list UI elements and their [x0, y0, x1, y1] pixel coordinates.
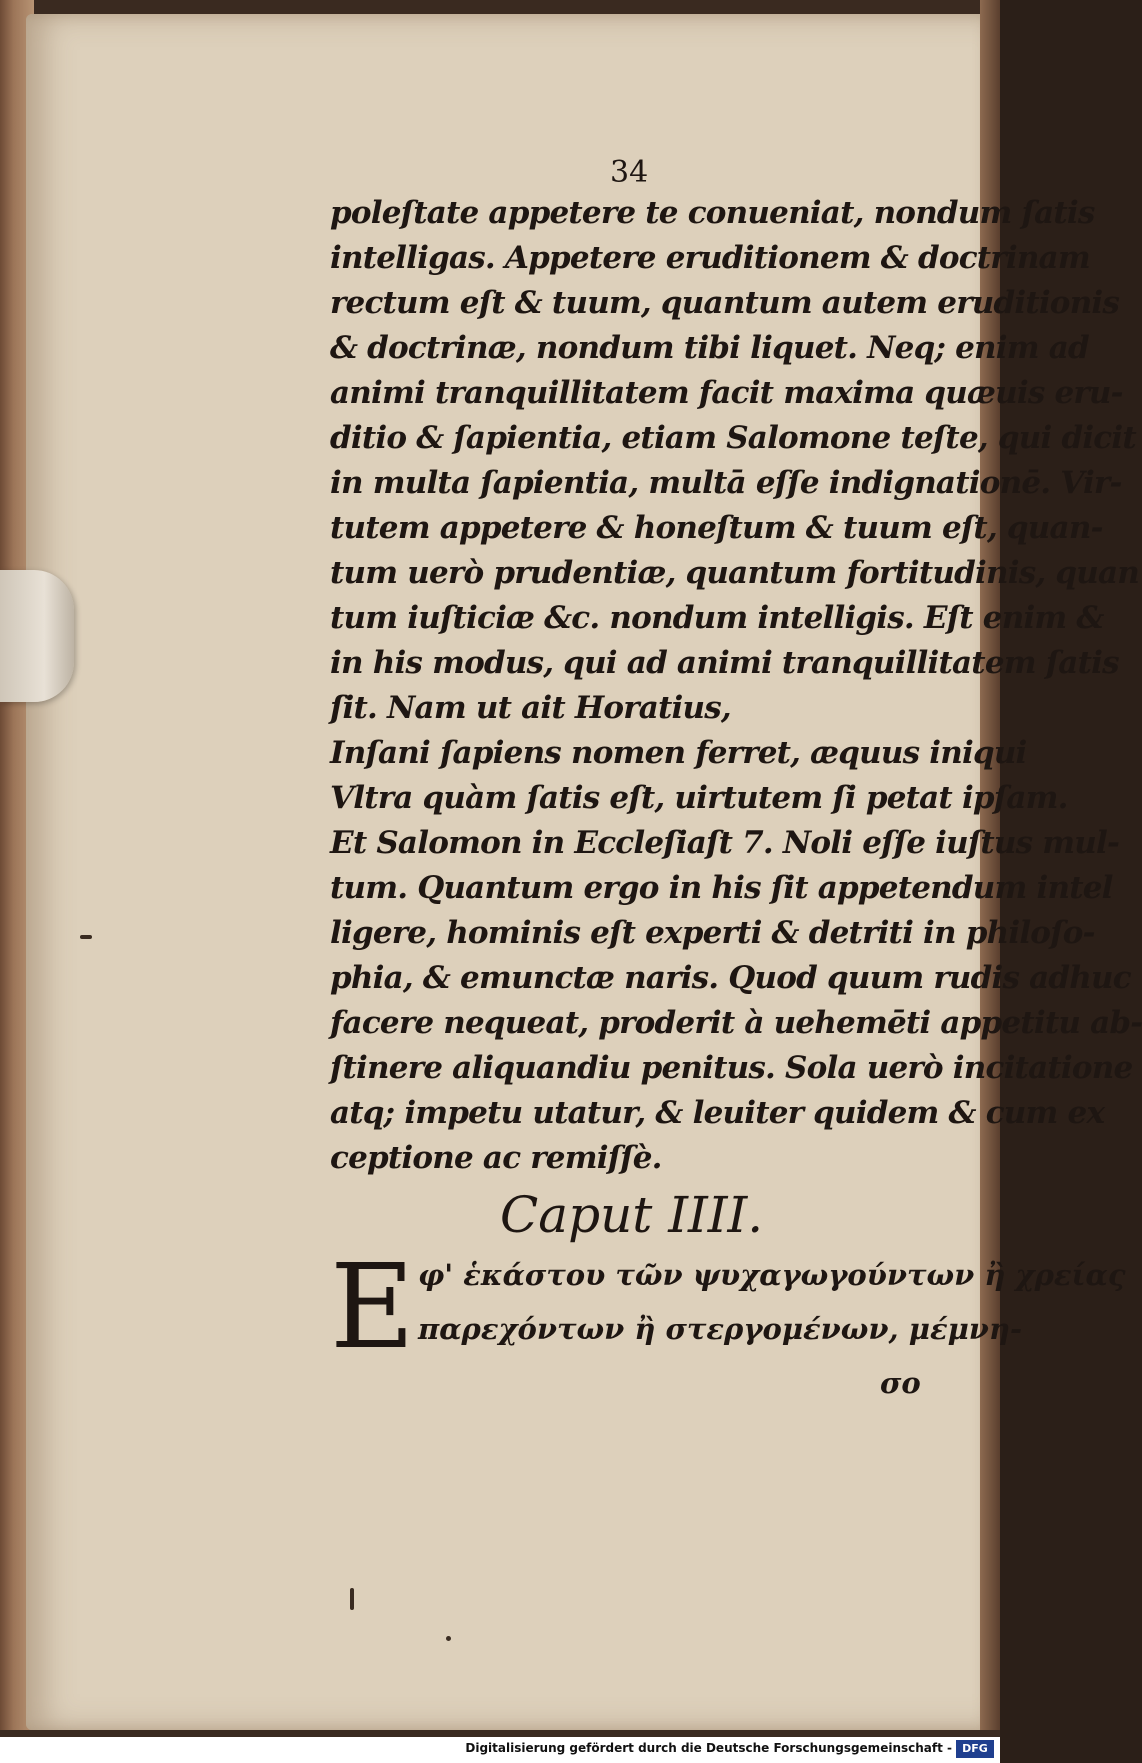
page-number: 34: [610, 155, 649, 190]
text-line: intelligas. Appetere eruditionem & doctrinam: [330, 240, 1090, 276]
drop-cap: E: [330, 1240, 415, 1375]
ink-speck: [80, 935, 92, 939]
text-line: in his modus, qui ad animi tranquillitatem ſatis: [330, 645, 1119, 681]
text-line: ſit. Nam ut ait Horatius,: [330, 690, 731, 726]
greek-line: παρεχόντων ἢ στεργομένων, μέμνη-: [418, 1312, 1023, 1346]
greek-line: φ' ἑκάστου τῶν ψυχαγωγούντων ἢ χρείας: [418, 1258, 1126, 1292]
ink-mark: [350, 1588, 354, 1610]
digitization-footer: [0, 1737, 1000, 1763]
catchword: σο: [880, 1366, 921, 1400]
ink-speck: [446, 1636, 451, 1641]
text-line: in multa ſapientia, multā eſſe indignationē. Vir-: [330, 465, 1122, 501]
text-line: tum uerò prudentiæ, quantum fortitudinis, quan: [330, 555, 1139, 591]
text-line: ſtinere aliquandiu penitus. Sola uerò incitatione: [330, 1050, 1133, 1086]
text-line: poleſtate appetere te conueniat, nondum ſatis: [330, 195, 1095, 231]
text-line: tutem appetere & honeſtum & tuum eſt, quan-: [330, 510, 1103, 546]
text-line: atq; impetu utatur, & leuiter quidem & cum ex: [330, 1095, 1105, 1131]
chapter-heading: Caput IIII.: [500, 1186, 764, 1244]
text-line: rectum eſt & tuum, quantum autem eruditionis: [330, 285, 1120, 321]
text-line: phia, & emunctæ naris. Quod quum rudis adhuc: [330, 960, 1131, 996]
text-line: tum. Quantum ergo in his ſit appetendum intel: [330, 870, 1113, 906]
footer-credit: Digitalisierung gefördert durch die Deutsche Forschungsgemeinschaft -: [465, 1741, 952, 1755]
text-line: ceptione ac remiſſè.: [330, 1140, 662, 1176]
text-line: Et Salomon in Eccleſiaſt 7. Noli eſſe iuſtus mul-: [330, 825, 1120, 861]
page-clip: [0, 570, 74, 702]
verse-line: Inſani ſapiens nomen ferret, æquus iniqui: [330, 735, 1027, 771]
text-line: tum iuſticiæ &c. nondum intelligis. Eſt enim &: [330, 600, 1104, 636]
text-line: ligere, hominis eſt experti & detriti in philoſo-: [330, 915, 1095, 951]
verse-line: Vltra quàm ſatis eſt, uirtutem ſi petat ipſam.: [330, 780, 1068, 816]
text-line: ditio & ſapientia, etiam Salomone teſte, qui dicit: [330, 420, 1136, 456]
text-line: animi tranquillitatem facit maxima quæuis eru-: [330, 375, 1123, 411]
text-line: & doctrinæ, nondum tibi liquet. Neq; enim ad: [330, 330, 1089, 366]
dfg-logo-icon: DFG: [956, 1740, 994, 1758]
text-line: facere nequeat, proderit à uehemēti appetitu ab-: [330, 1005, 1142, 1041]
